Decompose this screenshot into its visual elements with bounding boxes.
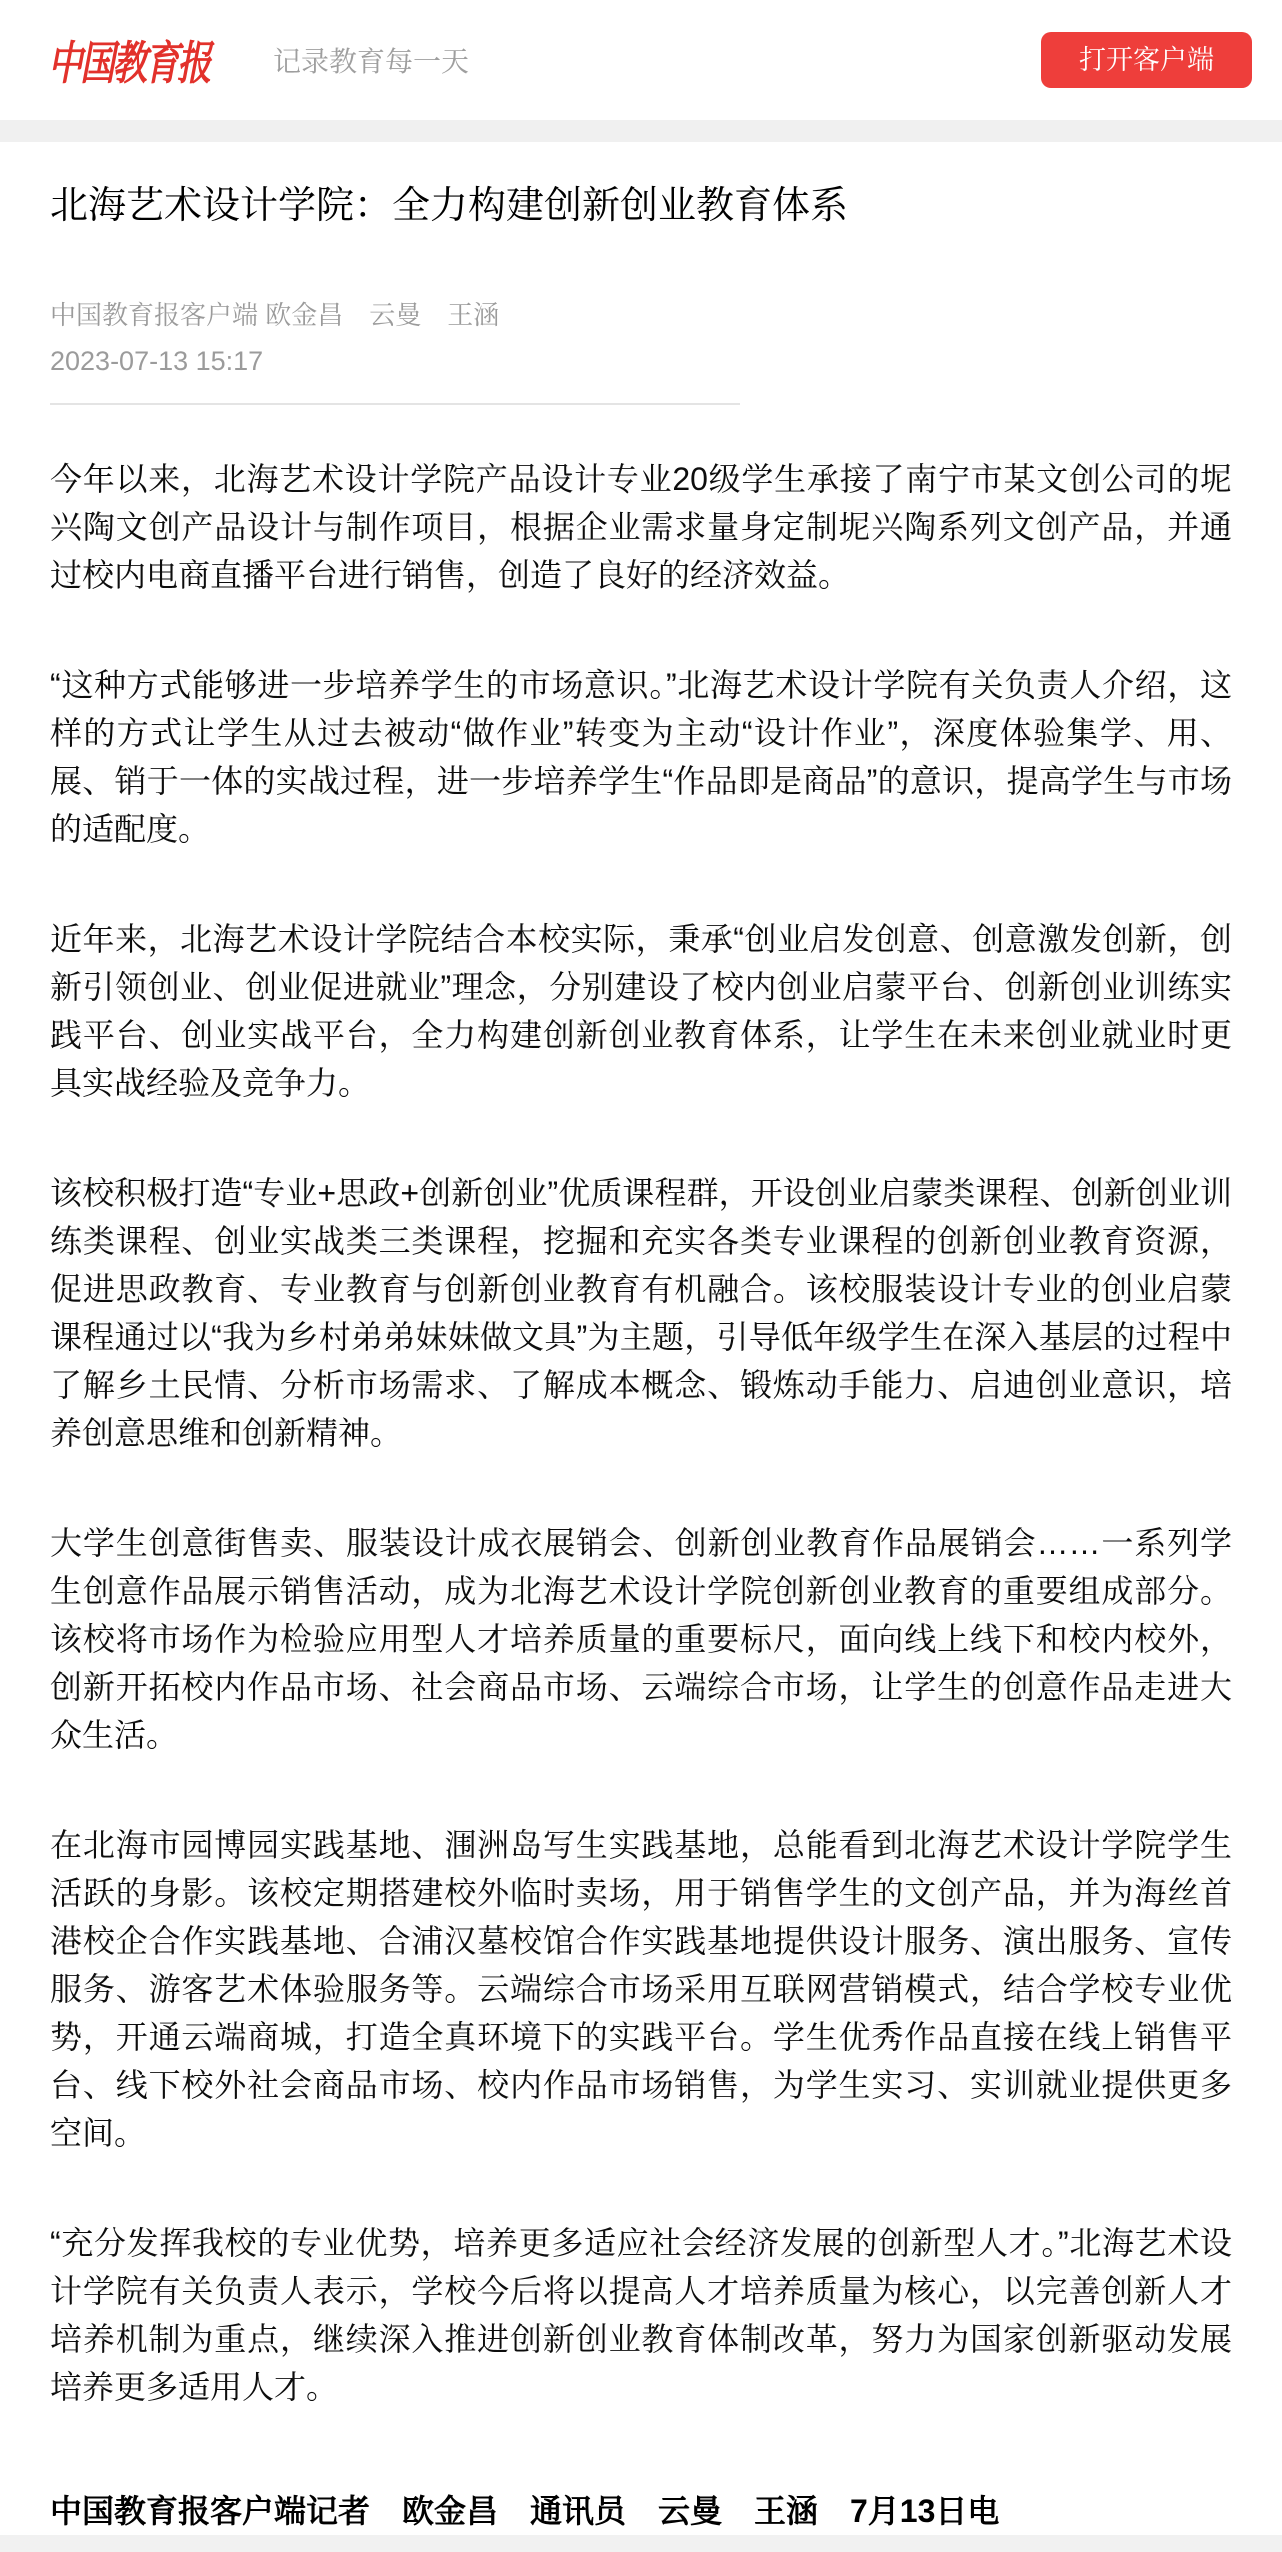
article-paragraph: 该校积极打造“专业+思政+创新创业”优质课程群，开设创业启蒙类课程、创新创业训练类课程、创业实战类三类课程，挖掘和充实各类专业课程的创新创业教育资源，促进思政教育、专业教育与创新创业教育有机融合。该校服装设计专业的创业启蒙课程通过以“我为乡村弟弟妹妹做文具”为主题，引导低年级学生在深入基层的过程中了解乡土民情、分析市场需求、了解成本概念、锻炼动手能力、启迪创业意识，培养创意思维和创新精神。: [50, 1175, 1232, 1452]
article-paragraph: “这种方式能够进一步培养学生的市场意识。”北海艺术设计学院有关负责人介绍，这样的方式让学生从过去被动“做作业”转变为主动“设计作业”，深度体验集学、用、展、销于一体的实战过程，进一步培养学生“作品即是商品”的意识，提高学生与市场的适配度。: [50, 667, 1232, 848]
header-divider-band: [0, 120, 1282, 142]
bottom-band: [0, 2535, 1282, 2552]
article-paragraph: “充分发挥我校的专业优势，培养更多适应社会经济发展的创新型人才。”北海艺术设计学院有关负责人表示，学校今后将以提高人才培养质量为核心，以完善创新人才培养机制为重点，继续深入推进创新创业教育体制改革，努力为国家创新驱动发展培养更多适用人才。: [50, 2225, 1232, 2406]
article-paragraph: 在北海市园博园实践基地、涠洲岛写生实践基地，总能看到北海艺术设计学院学生活跃的身影。该校定期搭建校外临时卖场，用于销售学生的文创产品，并为海丝首港校企合作实践基地、合浦汉墓校馆合作实践基地提供设计服务、演出服务、宣传服务、游客艺术体验服务等。云端综合市场采用互联网营销模式，结合学校专业优势，开通云端商城，打造全真环境下的实践平台。学生优秀作品直接在线上销售平台、线下校外社会商品市场、校内作品市场销售，为学生实习、实训就业提供更多空间。: [50, 1827, 1232, 2152]
byline-divider: [50, 403, 740, 405]
article-paragraph: 近年来，北海艺术设计学院结合本校实际，秉承“创业启发创意、创意激发创新，创新引领创业、创业促进就业”理念，分别建设了校内创业启蒙平台、创新创业训练实践平台、创业实战平台，全力构建创新创业教育体系，让学生在未来创业就业时更具实战经验及竞争力。: [50, 921, 1232, 1102]
brand-tagline: 记录教育每一天: [273, 46, 470, 77]
reporter-credit-line: 中国教育报客户端记者 欧金昌 通讯员 云曼 王涵 7月13日电: [50, 2493, 1000, 2530]
publish-time: 2023-07-13 15:17: [50, 346, 264, 377]
brand-logo[interactable]: 中国教育报: [48, 37, 210, 89]
article: [0, 142, 1282, 2535]
open-app-button[interactable]: 打开客户端: [1041, 32, 1252, 88]
page-title: 北海艺术设计学院：全力构建创新创业教育体系: [50, 185, 849, 227]
byline: 中国教育报客户端 欧金昌 云曼 王涵: [50, 300, 500, 331]
article-paragraph: 大学生创意街售卖、服装设计成衣展销会、创新创业教育作品展销会……一系列学生创意作品展示销售活动，成为北海艺术设计学院创新创业教育的重要组成部分。该校将市场作为检验应用型人才培养质量的重要标尺，面向线上线下和校内校外，创新开拓校内作品市场、社会商品市场、云端综合市场，让学生的创意作品走进大众生活。: [50, 1525, 1232, 1754]
header: [0, 0, 1282, 120]
article-paragraph: 今年以来，北海艺术设计学院产品设计专业20级学生承接了南宁市某文创公司的坭兴陶文创产品设计与制作项目，根据企业需求量身定制坭兴陶系列文创产品，并通过校内电商直播平台进行销售，创造了良好的经济效益。: [50, 461, 1232, 594]
